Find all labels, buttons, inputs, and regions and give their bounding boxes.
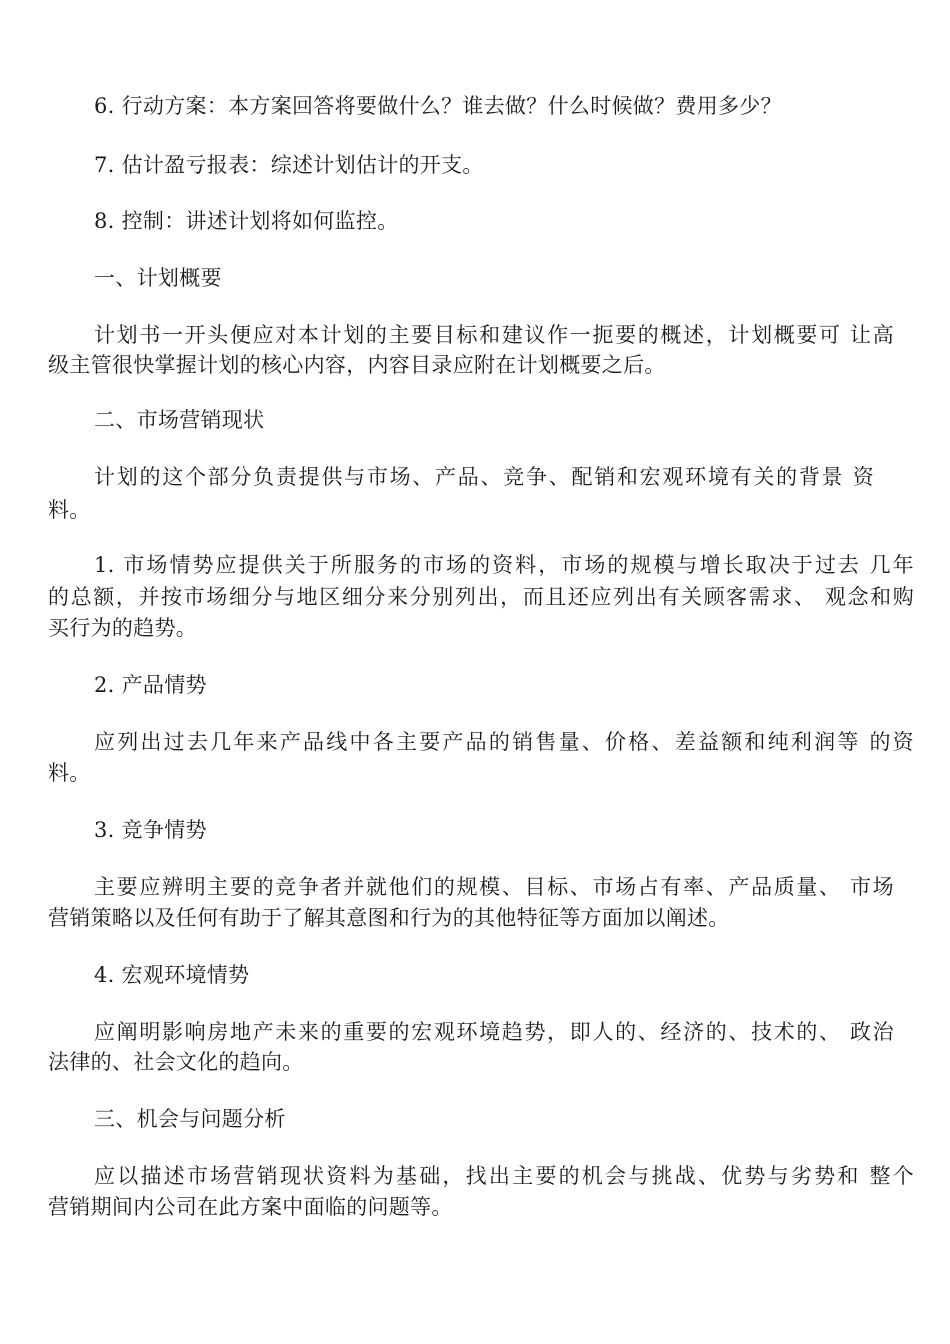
subsection-heading-product: 2. 产品情势 — [94, 673, 207, 697]
paragraph-line: 应以描述市场营销现状资料为基础，找出主要的机会与挑战、优势与劣势和 整个 — [94, 1164, 914, 1188]
section-heading-opportunity-analysis: 三、机会与问题分析 — [94, 1107, 286, 1131]
paragraph-line: 1. 市场情势应提供关于所服务的市场的资料，市场的规模与增长取决于过去 几年 — [94, 553, 914, 577]
paragraph-line: 营销期间内公司在此方案中面临的问题等。 — [48, 1195, 453, 1219]
paragraph-line: 级主管很快掌握计划的核心内容，内容目录应附在计划概要之后。 — [48, 353, 666, 377]
subsection-heading-competition: 3. 竞争情势 — [94, 818, 207, 842]
paragraph-line: 法律的、社会文化的趋向。 — [48, 1050, 304, 1074]
paragraph-line: 料。 — [48, 761, 91, 785]
paragraph-line: 应阐明影响房地产未来的重要的宏观环境趋势，即人的、经济的、技术的、 政治 — [94, 1020, 894, 1044]
subsection-heading-macro-environment: 4. 宏观环境情势 — [94, 963, 250, 987]
paragraph-line: 料。 — [48, 498, 91, 522]
paragraph-line: 的总额，并按市场细分与地区细分来分别列出，而且还应列出有关顾客需求、 观念和购 — [48, 585, 914, 609]
paragraph-line: 计划的这个部分负责提供与市场、产品、竞争、配销和宏观环境有关的背景 资 — [94, 465, 874, 489]
section-heading-summary: 一、计划概要 — [94, 266, 222, 290]
list-item-8: 8. 控制：讲述计划将如何监控。 — [94, 209, 399, 233]
paragraph-line: 应列出过去几年来产品线中各主要产品的销售量、价格、差益额和纯利润等 的资 — [94, 730, 914, 754]
paragraph-line: 买行为的趋势。 — [48, 616, 198, 640]
list-item-7: 7. 估计盈亏报表：综述计划估计的开支。 — [94, 153, 484, 177]
paragraph-line: 计划书一开头便应对本计划的主要目标和建议作一扼要的概述，计划概要可 让高 — [94, 323, 894, 347]
paragraph-line: 主要应辨明主要的竞争者并就他们的规模、目标、市场占有率、产品质量、 市场 — [94, 875, 894, 899]
paragraph-line: 营销策略以及任何有助于了解其意图和行为的其他特征等方面加以阐述。 — [48, 906, 730, 930]
section-heading-market-status: 二、市场营销现状 — [94, 408, 265, 432]
list-item-6: 6. 行动方案：本方案回答将要做什么？谁去做？什么时候做？费用多少？ — [94, 94, 782, 118]
